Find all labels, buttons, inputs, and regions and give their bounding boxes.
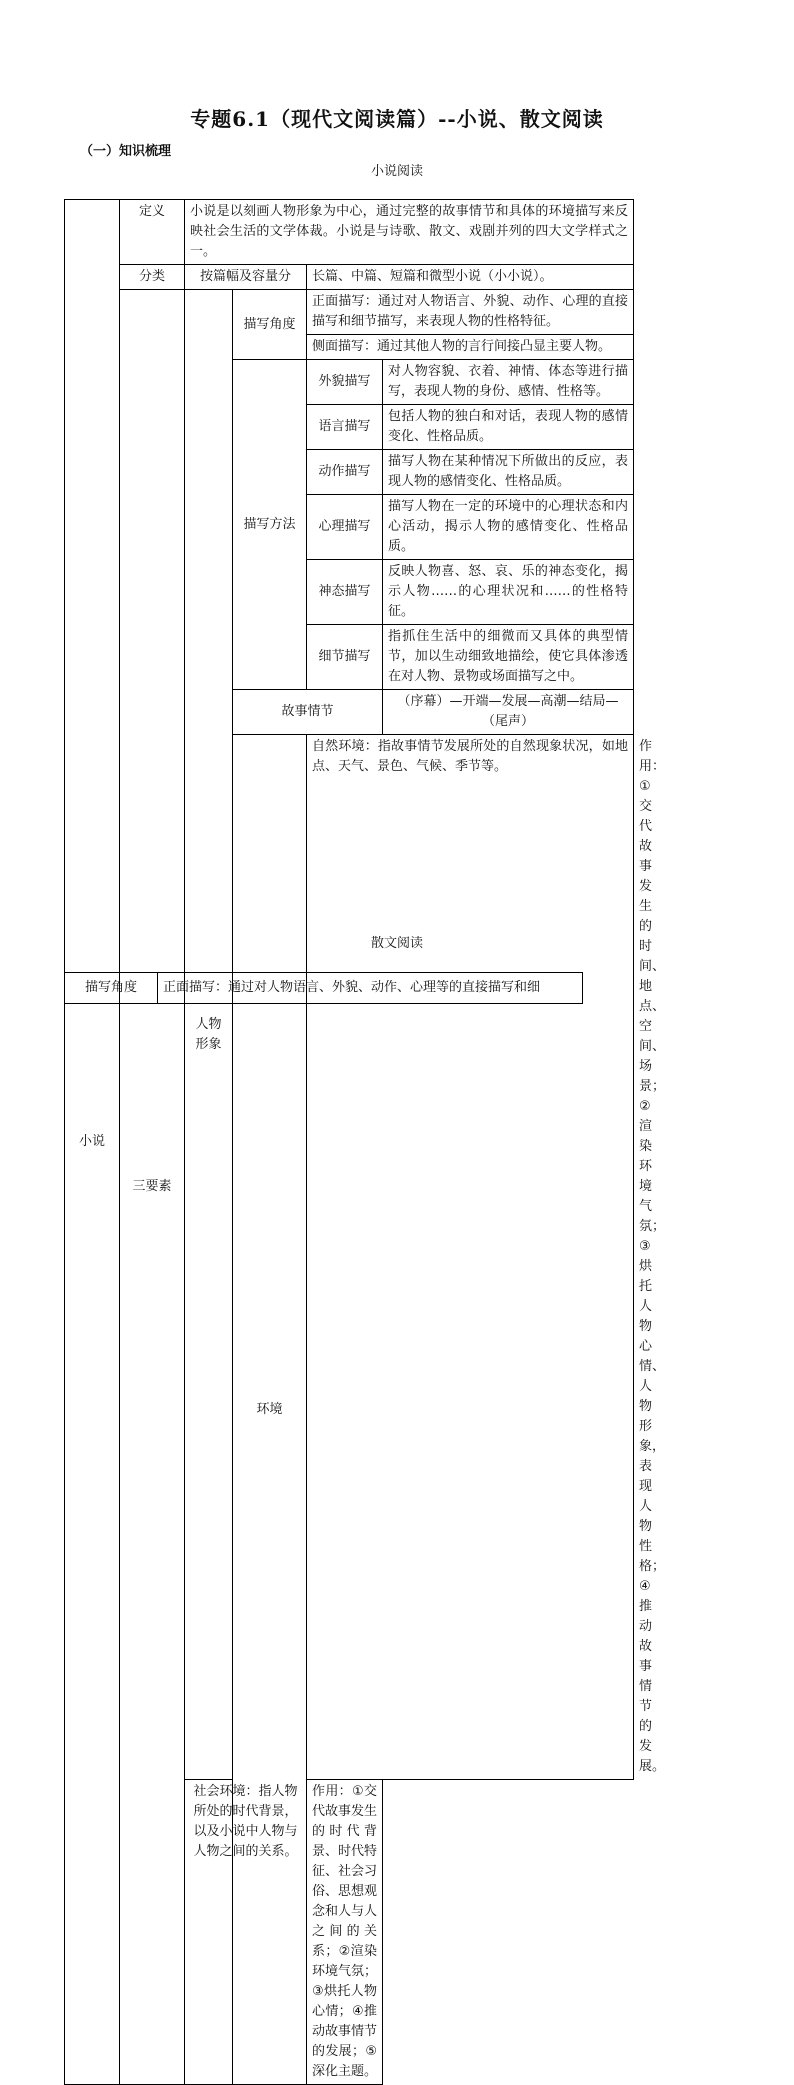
section-heading: （一）知识梳理 [80,144,172,159]
novel-caption: 小说阅读 [370,164,423,179]
page-title: 专题6.1（现代文阅读篇）--小说、散文阅读 [190,107,604,131]
classification-criterion: 按篇幅及容量分 [185,265,307,290]
definition-text: 小说是以刻画人物形象为中心，通过完整的故事情节和具体的环境描写来反映社会生活的文学体裁。小说是与诗歌、散文、戏剧并列的四大文学样式之一。 [185,200,634,265]
method-text: 指抓住生活中的细微而又具体的典型情节，加以生动细致地描绘，使它具体渗透在对人物、景物或场面描写之中。 [383,625,634,690]
plot-text: （序幕）—开端—发展—高潮—结局—（尾声） [383,690,634,735]
method-text: 对人物容貌、衣着、神情、体态等进行描写，表现人物的身份、感情、性格等。 [383,360,634,405]
social-environment-def: 社会环境：指人物所处的时代背景，以及小说中人物与人物之间的关系。 [185,1780,307,2085]
definition-label: 定义 [120,200,185,265]
method-name: 动作描写 [307,450,383,495]
environment-label: 环境 [233,735,307,2085]
prose-row [65,973,583,1004]
method-name: 神态描写 [307,560,383,625]
three-elements-label: 三要素 [120,290,185,2085]
method-text: 描写人物在某种情况下所做出的反应，表现人物的感情变化、性格品质。 [383,450,634,495]
natural-environment-def: 自然环境：指故事情节发展所处的自然现象状况，如地点、天气、景色、气候、季节等。 [307,735,634,1780]
plot-label: 故事情节 [233,690,383,735]
method-text: 反映人物喜、怒、哀、乐的神态变化，揭示人物……的心理状况和……的性格特征。 [383,560,634,625]
novel-root-cell: 小说 [65,200,120,2085]
character-label: 人物形象 [185,290,233,1780]
classification-text: 长篇、中篇、短篇和微型小说（小小说）。 [307,265,634,290]
method-name: 细节描写 [307,625,383,690]
method-name: 外貌描写 [307,360,383,405]
method-text: 包括人物的独白和对话，表现人物的感情变化、性格品质。 [383,405,634,450]
method-text: 描写人物在一定的环境中的心理状态和内心活动，揭示人物的感情变化、性格品质。 [383,495,634,560]
natural-environment-row: 环境 自然环境：指故事情节发展所处的自然现象状况，如地点、天气、景色、气候、季节等。 作用：①交代故事发生的时间、地点、空间、场景；②渲染环境气氛；③烘托人物心情、人物形象，表现人物性格；④推动故事情节的发展。 [65,735,634,1780]
social-environment-role: 作用：①交代故事发生的时代背景、时代特征、社会习俗、思想观念和人与人之间的关系；②渲染环境气氛；③烘托人物心情；④推动故事情节的发展；⑤深化主题。 [307,1780,383,2085]
novel-knowledge-table [64,199,666,2085]
method-name: 语言描写 [307,405,383,450]
prose-caption: 散文阅读 [370,936,423,951]
prose-knowledge-table [64,972,583,1004]
prose-label: 描写角度 [65,973,158,1004]
prose-text: 正面描写：通过对人物语言、外貌、动作、心理等的直接描写和细 [158,973,583,1004]
angle-front-row [65,290,634,335]
method-name: 心理描写 [307,495,383,560]
definition-row [65,200,634,265]
classification-row [65,265,634,290]
classification-label: 分类 [120,265,185,290]
angle-label: 描写角度 [233,290,307,360]
methods-label: 描写方法 [233,360,307,690]
angle-front-text: 正面描写：通过对人物语言、外貌、动作、心理的直接描写和细节描写，来表现人物的性格特征。 [307,290,634,335]
angle-side-text: 侧面描写：通过其他人物的言行间接凸显主要人物。 [307,335,634,360]
